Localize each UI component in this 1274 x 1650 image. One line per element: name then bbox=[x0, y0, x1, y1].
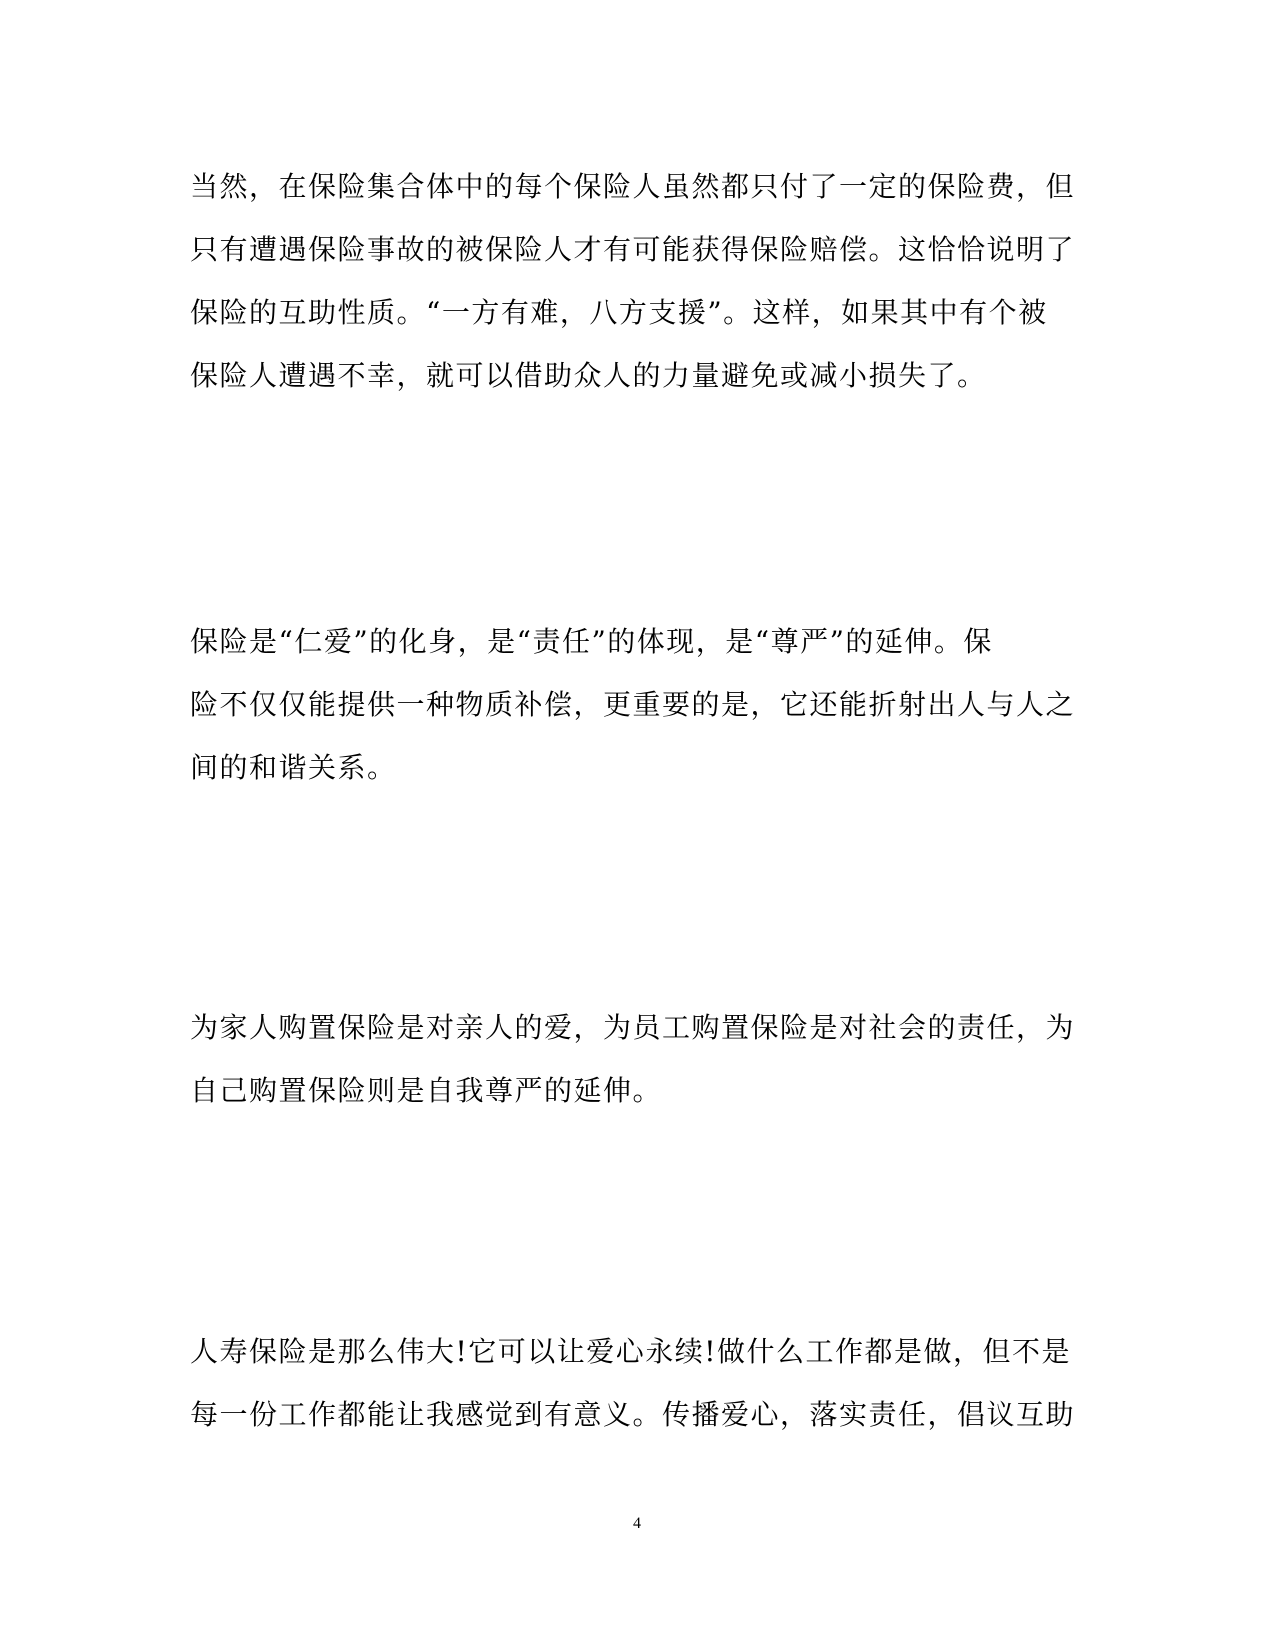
paragraph-line: 保险人遭遇不幸，就可以借助众人的力量避免或减小损失了。 bbox=[190, 359, 987, 392]
paragraph-line: 每一份工作都能让我感觉到有意义。传播爱心，落实责任，倡议互助 bbox=[190, 1398, 1076, 1431]
paragraph-2 bbox=[190, 610, 1076, 799]
paragraph-line: 险不仅仅能提供一种物质补偿，更重要的是，它还能折射出人与人之 bbox=[190, 688, 1076, 721]
page-number: 4 bbox=[633, 1515, 641, 1532]
paragraph-line: 自己购置保险则是自我尊严的延伸。 bbox=[190, 1074, 663, 1107]
paragraph-line: 为家人购置保险是对亲人的爱，为员工购置保险是对社会的责任，为 bbox=[190, 1011, 1076, 1044]
paragraph-3 bbox=[190, 996, 1076, 1122]
paragraph-line: 间的和谐关系。 bbox=[190, 751, 397, 784]
paragraph-line: 保险的互助性质。“一方有难，八方支援”。这样，如果其中有个被 bbox=[190, 296, 1048, 329]
paragraph-line: 保险是“仁爱”的化身，是“责任”的体现，是“尊严”的延伸。保 bbox=[190, 625, 993, 658]
paragraph-line: 当然，在保险集合体中的每个保险人虽然都只付了一定的保险费，但 bbox=[190, 170, 1076, 203]
paragraph-4 bbox=[190, 1320, 1076, 1446]
paragraph-line: 只有遭遇保险事故的被保险人才有可能获得保险赔偿。这恰恰说明了 bbox=[190, 233, 1076, 266]
paragraph-line: 人寿保险是那么伟大!它可以让爱心永续!做什么工作都是做，但不是 bbox=[190, 1335, 1072, 1368]
paragraph-1 bbox=[190, 155, 1076, 407]
